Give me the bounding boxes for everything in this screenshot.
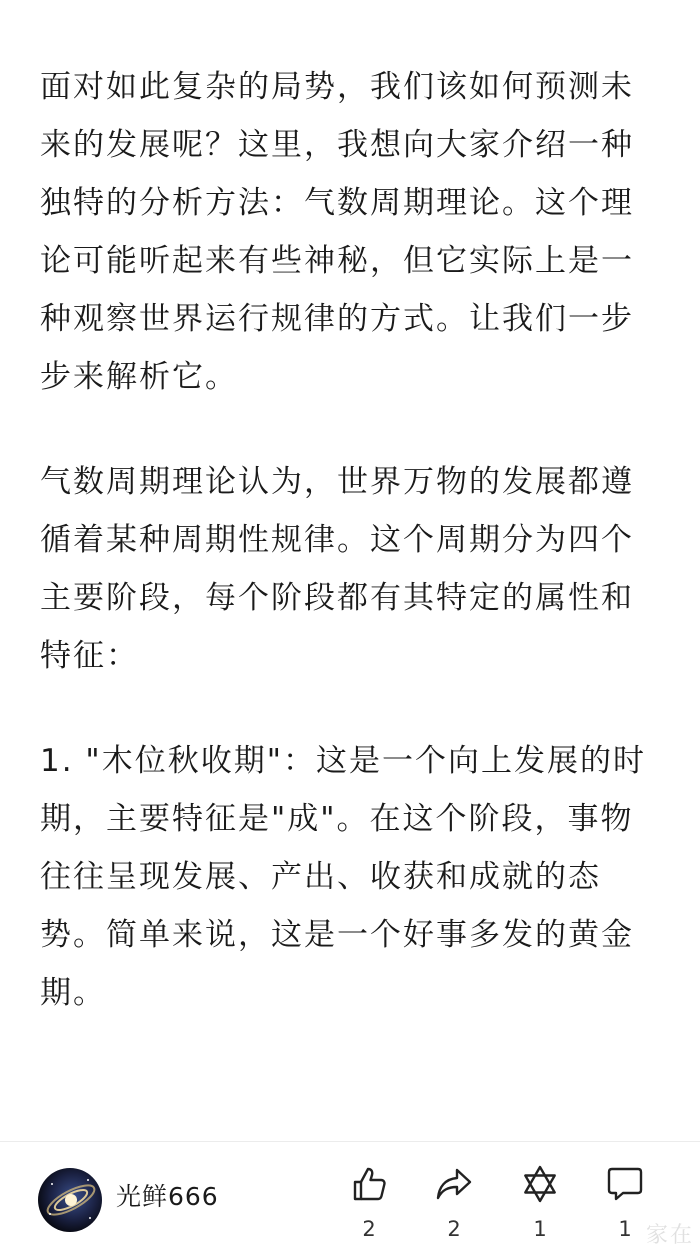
thumbs-up-icon bbox=[349, 1164, 389, 1204]
watermark-logo: 家在 bbox=[645, 1223, 694, 1248]
galaxy-avatar-icon bbox=[38, 1168, 102, 1232]
share-button[interactable] bbox=[424, 1164, 484, 1254]
article-body bbox=[40, 58, 664, 1069]
author-name[interactable]: 光鲜666 bbox=[116, 1182, 219, 1211]
comment-count: 1 bbox=[618, 1217, 632, 1241]
comment-bubble-icon bbox=[605, 1164, 645, 1204]
article-paragraph-1: 面对如此复杂的局势，我们该如何预测未来的发展呢？这里，我想向大家介绍一种独特的分析方法：气数周期理论。这个理论可能听起来有些神秘，但它实际上是一种观察世界运行规律的方式。让我们一步步来解析它。 bbox=[40, 69, 634, 395]
favorite-button[interactable] bbox=[510, 1164, 570, 1254]
bottom-action-bar bbox=[0, 1142, 700, 1257]
article-paragraph-3: 1. "木位秋收期"：这是一个向上发展的时期，主要特征是"成"。在这个阶段，事物往往呈现发展、产出、收获和成就的态势。简单来说，这是一个好事多发的黄金期。 bbox=[40, 743, 646, 1011]
share-count: 2 bbox=[447, 1217, 461, 1241]
share-arrow-icon bbox=[434, 1164, 474, 1204]
like-button[interactable] bbox=[339, 1164, 399, 1254]
like-count: 2 bbox=[362, 1217, 376, 1241]
favorite-count: 1 bbox=[533, 1217, 547, 1241]
article-paragraph-2: 气数周期理论认为，世界万物的发展都遵循着某种周期性规律。这个周期分为四个主要阶段，每个阶段都有其特定的属性和特征： bbox=[40, 464, 634, 674]
star-of-david-icon bbox=[520, 1164, 560, 1204]
author-avatar[interactable] bbox=[38, 1168, 102, 1232]
